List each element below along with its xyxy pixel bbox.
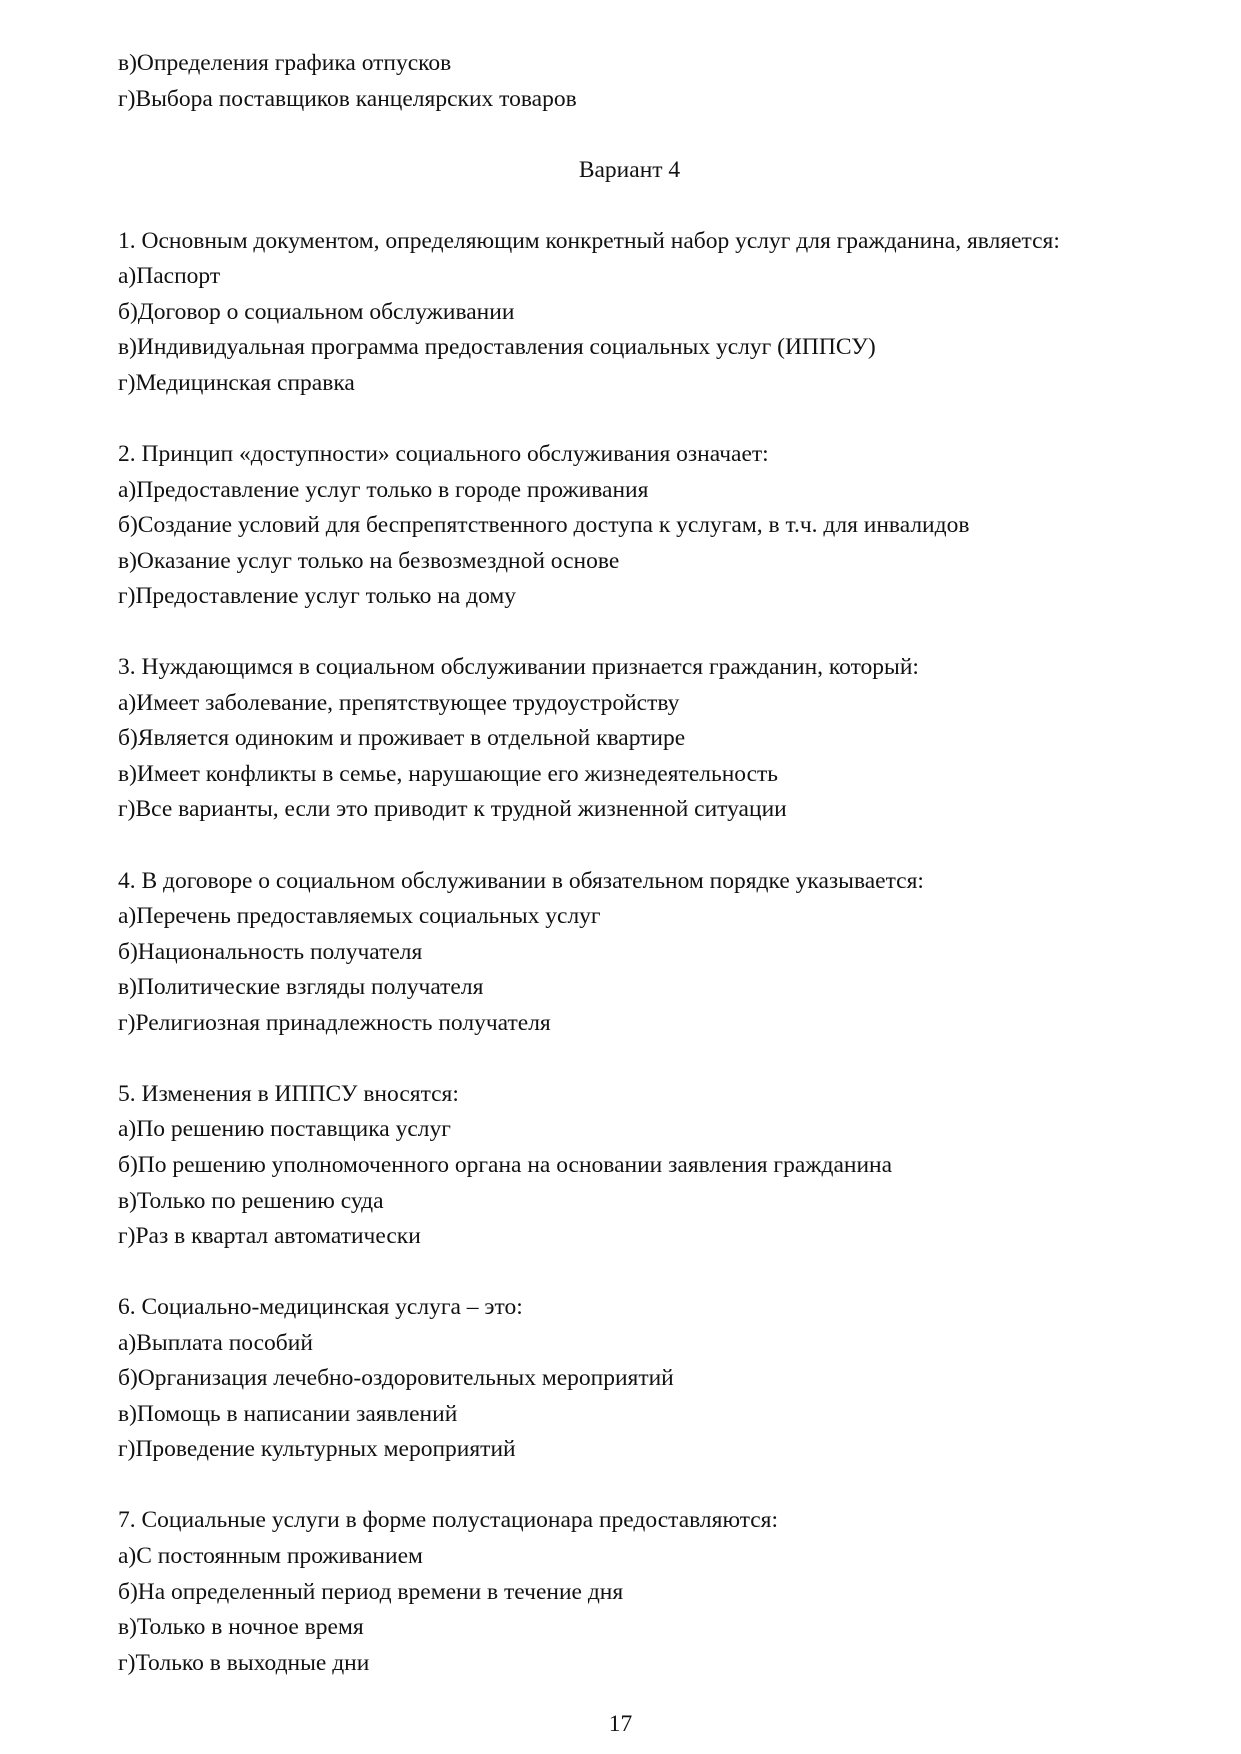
answer-option: а)Предоставление услуг только в городе проживания [118,476,649,503]
question-text: 2. Принцип «доступности» социального обслуживания означает: [118,441,769,468]
answer-option: г)Медицинская справка [118,369,355,396]
answer-option: г)Все варианты, если это приводит к трудной жизненной ситуации [118,796,787,823]
answer-option: б)Создание условий для беспрепятственного доступа к услугам, в т.ч. для инвалидов [118,512,970,539]
answer-option: а)По решению поставщика услуг [118,1116,451,1143]
question-text: 1. Основным документом, определяющим конкретный набор услуг для гражданина, является: [118,227,1060,254]
answer-option: в)Оказание услуг только на безвозмездной основе [118,547,620,574]
answer-option: а)Перечень предоставляемых социальных услуг [118,903,601,930]
option-line: в)Определения графика отпусков [118,50,452,76]
answer-option: г)Проведение культурных мероприятий [118,1436,516,1463]
question-text: 5. Изменения в ИППСУ вносятся: [118,1080,459,1107]
question-text: 3. Нуждающимся в социальном обслуживании признается гражданин, который: [118,654,919,681]
question-text: 6. Социально-медицинская услуга – это: [118,1294,523,1321]
answer-option: в)Индивидуальная программа предоставления социальных услуг (ИППСУ) [118,334,876,361]
answer-option: б)На определенный период времени в течение дня [118,1578,624,1605]
question-text: 7. Социальные услуги в форме полустационара предоставляются: [118,1507,779,1534]
answer-option: г)Только в выходные дни [118,1649,370,1676]
answer-option: г)Религиозная принадлежность получателя [118,1009,551,1036]
answer-option: в)Только по решению суда [118,1187,384,1214]
answer-option: г)Предоставление услуг только на дому [118,583,517,610]
answer-option: а)Паспорт [118,263,221,290]
answer-option: а)Выплата пособий [118,1329,313,1356]
answer-option: а)С постоянным проживанием [118,1542,423,1569]
answer-option: в)Только в ночное время [118,1614,364,1641]
answer-option: б)Организация лечебно-оздоровительных мероприятий [118,1365,674,1392]
answer-option: а)Имеет заболевание, препятствующее трудоустройству [118,689,680,716]
answer-option: б)По решению уполномоченного органа на основании заявления гражданина [118,1151,893,1178]
page-number: 17 [608,1711,633,1737]
question-text: 4. В договоре о социальном обслуживании в обязательном порядке указывается: [118,867,924,894]
answer-option: б)Национальность получателя [118,938,423,965]
answer-option: в)Политические взгляды получателя [118,974,484,1001]
document-body [118,46,1141,1681]
answer-option: б)Договор о социальном обслуживании [118,298,515,325]
option-line: г)Выбора поставщиков канцелярских товаров [118,85,577,112]
variant-title: Вариант 4 [578,156,681,183]
answer-option: в)Имеет конфликты в семье, нарушающие его жизнедеятельность [118,760,779,787]
answer-option: б)Является одиноким и проживает в отдельной квартире [118,725,686,752]
answer-option: г)Раз в квартал автоматически [118,1223,421,1250]
answer-option: в)Помощь в написании заявлений [118,1400,458,1427]
